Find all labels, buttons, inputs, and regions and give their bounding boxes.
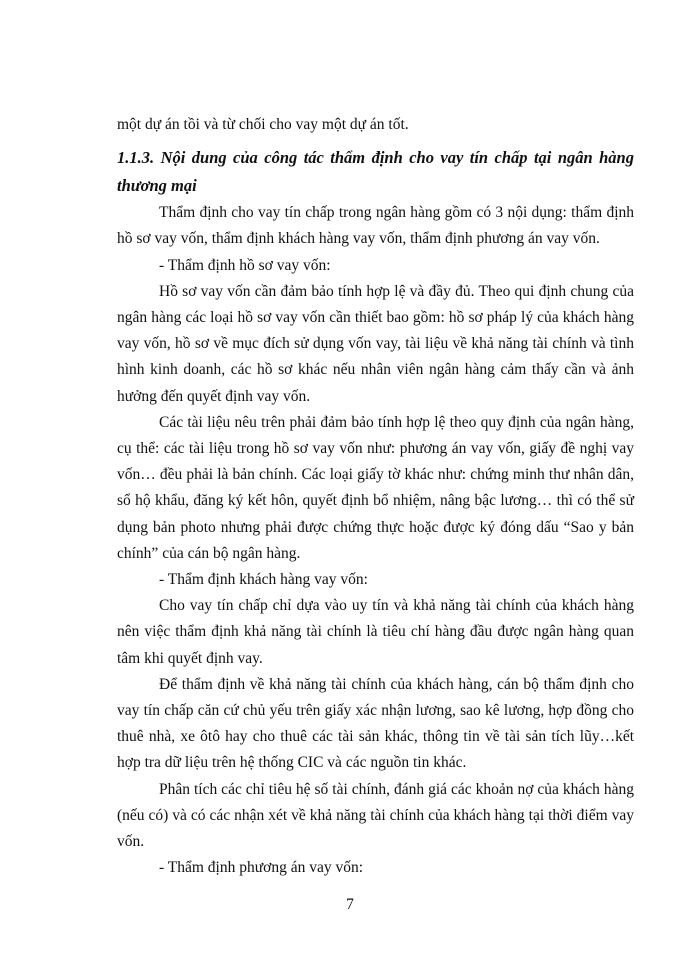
paragraph-intro: Thẩm định cho vay tín chấp trong ngân hàng gồm có 3 nội dụng: thẩm định hồ sơ vay vốn, thẩm định khách hàng vay vốn, thẩm định phương án vay vốn.	[117, 204, 634, 248]
page-body	[117, 112, 634, 881]
list-item-plan-appraisal: - Thẩm định phương án vay vốn:	[159, 859, 364, 877]
paragraph-continuation: một dự án tồi và từ chối cho vay một dự án tốt.	[117, 116, 409, 133]
list-item-customer-appraisal: - Thẩm định khách hàng vay vốn:	[159, 571, 368, 589]
list-item-loan-file-appraisal: - Thẩm định hồ sơ vay vốn:	[159, 256, 331, 274]
paragraph-financial-analysis: Phân tích các chỉ tiêu hệ số tài chính, đánh giá các khoản nợ của khách hàng (nếu có) và có các nhận xét về khả năng tài chính của khách hàng tại thời điểm vay vốn.	[117, 780, 634, 851]
paragraph-customer-credit: Cho vay tín chấp chỉ dựa vào uy tín và khả năng tài chính của khách hàng nên việc thẩm định khả năng tài chính là tiêu chí hàng đầu được ngân hàng quan tâm khi quyết định vay.	[117, 597, 634, 667]
paragraph-documents-validity: Các tài liệu nêu trên phải đảm bảo tính hợp lệ theo quy định của ngân hàng, cụ thể: các tài liệu trong hồ sơ vay vốn như: phương án vay vốn, giấy đề nghị vay vốn… đều phải là bản chính. Các loại giấy tờ khác như: chứng minh thư nhân dân, sổ hộ khẩu, đăng ký kết hôn, quyết định bổ nhiệm, nâng bậc lương… thì có thể sử dụng bản photo nhưng phải được chứng thực hoặc được ký đóng dấu “Sao y bản chính” của cán bộ ngân hàng.	[117, 413, 634, 562]
paragraph-loan-file: Hồ sơ vay vốn cần đảm bảo tính hợp lệ và đầy đủ. Theo qui định chung của ngân hàng các loại hồ sơ vay vốn cần thiết bao gồm: hồ sơ pháp lý của khách hàng vay vốn, hồ sơ về mục đích sử dụng vốn vay, tài liệu về khả năng tài chính và tình hình kinh doanh, các hồ sơ khác nếu nhân viên ngân hàng cảm thấy cần và ảnh hưởng đến quyết định vay vốn.	[117, 282, 634, 405]
page-number: 7	[346, 896, 354, 913]
paragraph-financial-capacity: Để thẩm định về khả năng tài chính của khách hàng, cán bộ thẩm định cho vay tín chấp căn cứ chủ yếu trên giấy xác nhận lương, sao kê lương, hợp đồng cho thuê nhà, xe ôtô hay cho thuê các tài sản khác, thông tin về tài sản tích lũy…kết hợp tra dữ liệu trên hệ thống CIC và các nguồn tin khác.	[117, 675, 634, 772]
section-heading: 1.1.3. Nội dung của công tác thẩm định cho vay tín chấp tại ngân hàng thương mại	[117, 148, 634, 196]
